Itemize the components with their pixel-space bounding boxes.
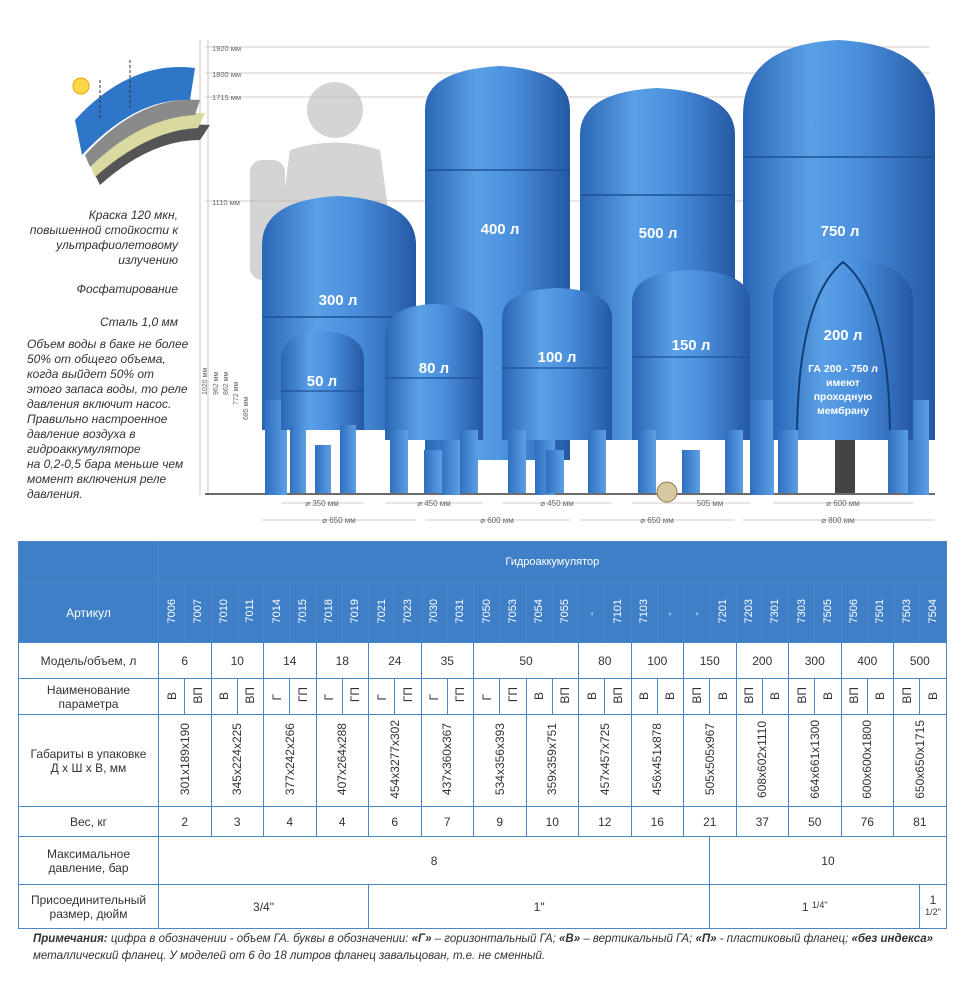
weight-cell: 3 xyxy=(211,807,264,837)
connection-value-c: 1 $^{1/4"}$ xyxy=(710,885,920,929)
dims-cell: 664x661x1300 xyxy=(789,715,842,807)
dims-row xyxy=(19,715,947,807)
connection-label: Присоединительный размер, дюйм xyxy=(19,885,159,929)
article-cell: 7054 xyxy=(526,583,552,643)
param-cell: ГП xyxy=(342,679,368,715)
water-note: Объем воды в баке не более 50% от общего объема, когда выйдет 50% от этого запаса воды, то реле давления включит насос. Правильно настроенное давление воздуха в гидроаккумуляторе на 0,2-0,5 бара меньше чем момент включения реле давления. xyxy=(27,337,189,501)
article-cell: 7007 xyxy=(185,583,211,643)
tank-100 xyxy=(502,288,612,493)
dims-cell: 377x242x266 xyxy=(264,715,317,807)
param-cell: ВП xyxy=(185,679,211,715)
param-cell: ГП xyxy=(395,679,421,715)
tank-label-150: 150 л xyxy=(671,337,711,354)
height-1020: 1020 мм xyxy=(202,367,209,395)
dia-505: 505 мм xyxy=(696,499,724,508)
param-cell: ГП xyxy=(290,679,316,715)
model-cell: 200 xyxy=(736,643,789,679)
svg-text:мембрану: мембрану xyxy=(816,405,870,417)
height-1920: 1920 мм xyxy=(212,44,242,53)
weights-row xyxy=(19,807,947,837)
weight-label: Вес, кг xyxy=(19,807,159,837)
pressure-label: Максимальное давление, бар xyxy=(19,837,159,885)
svg-text:проходную: проходную xyxy=(813,391,873,403)
model-cell: 6 xyxy=(159,643,212,679)
connection-value-a: 3/4" xyxy=(159,885,369,929)
param-cell: В xyxy=(579,679,605,715)
pressure-value-a: 8 xyxy=(159,837,710,885)
param-cell: В xyxy=(526,679,552,715)
weight-cell: 9 xyxy=(474,807,527,837)
param-cell: ВП xyxy=(684,679,710,715)
tank-50 xyxy=(281,331,364,493)
param-cell: В xyxy=(159,679,185,715)
param-cell: ВП xyxy=(237,679,263,715)
tank-label-50: 50 л xyxy=(306,373,338,390)
weight-cell: 4 xyxy=(264,807,317,837)
param-cell: ВП xyxy=(736,679,762,715)
models-row xyxy=(19,643,947,679)
article-cell: 7006 xyxy=(159,583,185,643)
height-862: 862 мм xyxy=(223,371,230,395)
article-cell: 7201 xyxy=(710,583,736,643)
article-cell: 7015 xyxy=(290,583,316,643)
model-cell: 100 xyxy=(631,643,684,679)
param-cell: ВП xyxy=(605,679,631,715)
param-cell: ВП xyxy=(789,679,815,715)
dims-cell: 345x224x225 xyxy=(211,715,264,807)
params-row xyxy=(19,679,947,715)
param-cell: Г xyxy=(264,679,290,715)
weight-cell: 37 xyxy=(736,807,789,837)
weight-cell: 2 xyxy=(159,807,212,837)
svg-text:ГА 200 - 750 л: ГА 200 - 750 л xyxy=(808,363,878,375)
article-cell: 7501 xyxy=(867,583,893,643)
paint-legend: Краска 120 мкн, повышенной стойкости к ультрафиолетовому излучению xyxy=(29,208,178,267)
article-cell: 7504 xyxy=(920,583,946,643)
tank-200 xyxy=(773,258,913,493)
param-cell: В xyxy=(815,679,841,715)
weight-cell: 81 xyxy=(894,807,947,837)
weight-cell: 6 xyxy=(369,807,422,837)
dims-cell: 359x359x751 xyxy=(526,715,579,807)
table-title: Гидроаккумулятор xyxy=(159,542,947,583)
param-cell: В xyxy=(710,679,736,715)
article-cell: 7019 xyxy=(342,583,368,643)
model-cell: 300 xyxy=(789,643,842,679)
weight-cell: 12 xyxy=(579,807,632,837)
model-cell: 400 xyxy=(841,643,894,679)
weight-cell: 4 xyxy=(316,807,369,837)
param-cell: Г xyxy=(316,679,342,715)
spec-table-wrap xyxy=(18,541,946,929)
dims-cell: 301x189x190 xyxy=(159,715,212,807)
dia-600b: ⌀ 600 мм xyxy=(826,499,860,508)
article-cell: 7203 xyxy=(736,583,762,643)
articles-label: Артикул xyxy=(19,583,159,643)
param-cell: Г xyxy=(474,679,500,715)
article-cell: 7055 xyxy=(552,583,578,643)
pressure-value-b: 10 xyxy=(710,837,946,885)
dims-cell: 456x451x878 xyxy=(631,715,684,807)
tank-80 xyxy=(385,304,483,493)
height-1715: 1715 мм xyxy=(212,93,242,102)
model-cell: 500 xyxy=(894,643,947,679)
model-cell: 50 xyxy=(474,643,579,679)
connection-row xyxy=(19,885,947,929)
article-cell: 7101 xyxy=(605,583,631,643)
model-cell: 18 xyxy=(316,643,369,679)
dims-cell: 505x505x967 xyxy=(684,715,737,807)
param-cell: В xyxy=(657,679,683,715)
param-cell: ГП xyxy=(500,679,526,715)
param-cell: В xyxy=(867,679,893,715)
steel-legend: Сталь 1,0 мм xyxy=(100,315,178,329)
article-cell: 7303 xyxy=(789,583,815,643)
dia-350: ⌀ 350 мм xyxy=(305,499,339,508)
dims-cell: 457x457x725 xyxy=(579,715,632,807)
tank-label-750: 750 л xyxy=(820,223,860,240)
article-cell: 7053 xyxy=(500,583,526,643)
article-cell: - xyxy=(579,583,605,643)
pressure-row xyxy=(19,837,947,885)
height-962: 962 мм xyxy=(213,371,220,395)
dims-cell: 407x264x288 xyxy=(316,715,369,807)
tank-label-200: 200 л xyxy=(823,327,863,344)
table-corner xyxy=(19,542,159,583)
article-cell: - xyxy=(684,583,710,643)
article-cell: 7505 xyxy=(815,583,841,643)
param-cell: ВП xyxy=(841,679,867,715)
article-cell: 7014 xyxy=(264,583,290,643)
param-cell: В xyxy=(211,679,237,715)
article-cell: 7030 xyxy=(421,583,447,643)
weight-cell: 76 xyxy=(841,807,894,837)
weight-cell: 21 xyxy=(684,807,737,837)
model-cell: 80 xyxy=(579,643,632,679)
model-cell: 150 xyxy=(684,643,737,679)
param-cell: В xyxy=(920,679,946,715)
dims-cell: 534x356x393 xyxy=(474,715,527,807)
height-1800: 1800 мм xyxy=(212,70,242,79)
spec-table xyxy=(18,541,947,929)
weight-cell: 10 xyxy=(526,807,579,837)
article-cell: 7023 xyxy=(395,583,421,643)
tank-label-400: 400 л xyxy=(480,221,520,238)
article-cell: - xyxy=(657,583,683,643)
param-cell: В xyxy=(631,679,657,715)
phosphate-legend: Фосфатирование xyxy=(76,282,178,296)
model-cell: 35 xyxy=(421,643,474,679)
dia-650a: ⌀ 650 мм xyxy=(322,516,356,525)
tank-label-80: 80 л xyxy=(418,360,450,377)
weight-cell: 7 xyxy=(421,807,474,837)
tank-label-300: 300 л xyxy=(318,292,358,309)
param-cell: Г xyxy=(421,679,447,715)
weight-cell: 50 xyxy=(789,807,842,837)
article-cell: 7506 xyxy=(841,583,867,643)
svg-text:имеют: имеют xyxy=(826,377,860,389)
height-772: 772 мм xyxy=(233,381,240,405)
dims-cell: 454x3277x302 xyxy=(369,715,422,807)
tank-label-100: 100 л xyxy=(537,349,577,366)
model-label: Модель/объем, л xyxy=(19,643,159,679)
article-cell: 7050 xyxy=(474,583,500,643)
model-cell: 14 xyxy=(264,643,317,679)
connection-value-d: 1 $^{1/2"}$ xyxy=(920,885,946,929)
model-cell: 24 xyxy=(369,643,422,679)
dia-650b: ⌀ 650 мм xyxy=(640,516,674,525)
footnote: Примечания: цифра в обозначении - объем ГА. буквы в обозначении: «Г» – горизонтальный ГА; «В» – вертикальный ГА; «П» - пластиковый фланец; «без индекса» металлический фланец. У моделей от 6 до 18 литров фланец завальцован, т.е. не сменный. xyxy=(33,933,933,962)
article-cell: 7503 xyxy=(894,583,920,643)
param-cell: В xyxy=(762,679,788,715)
tank-label-500: 500 л xyxy=(638,225,678,242)
param-label: Наименование параметра xyxy=(19,679,159,715)
connection-value-b: 1" xyxy=(369,885,710,929)
dims-cell: 437x360x367 xyxy=(421,715,474,807)
height-1110: 1110 мм xyxy=(212,198,240,207)
weight-cell: 16 xyxy=(631,807,684,837)
height-685: 685 мм xyxy=(243,396,250,420)
dia-450b: ⌀ 450 мм xyxy=(540,499,574,508)
coating-layers-icon xyxy=(73,58,210,185)
article-cell: 7021 xyxy=(369,583,395,643)
article-cell: 7103 xyxy=(631,583,657,643)
dims-cell: 608x602x1110 xyxy=(736,715,789,807)
dia-800: ⌀ 800 мм xyxy=(821,516,855,525)
articles-row xyxy=(19,583,947,643)
param-cell: ВП xyxy=(552,679,578,715)
dims-cell: 600x600x1800 xyxy=(841,715,894,807)
article-cell: 7010 xyxy=(211,583,237,643)
tank-150 xyxy=(632,270,750,502)
article-cell: 7018 xyxy=(316,583,342,643)
param-cell: ГП xyxy=(447,679,473,715)
dims-cell: 650x650x1715 xyxy=(894,715,947,807)
param-cell: Г xyxy=(369,679,395,715)
dia-450a: ⌀ 450 мм xyxy=(417,499,451,508)
dia-600a: ⌀ 600 мм xyxy=(480,516,514,525)
article-cell: 7011 xyxy=(237,583,263,643)
model-cell: 10 xyxy=(211,643,264,679)
article-cell: 7031 xyxy=(447,583,473,643)
article-cell: 7301 xyxy=(762,583,788,643)
dims-label: Габариты в упаковке Д х Ш х В, мм xyxy=(19,715,159,807)
param-cell: ВП xyxy=(894,679,920,715)
